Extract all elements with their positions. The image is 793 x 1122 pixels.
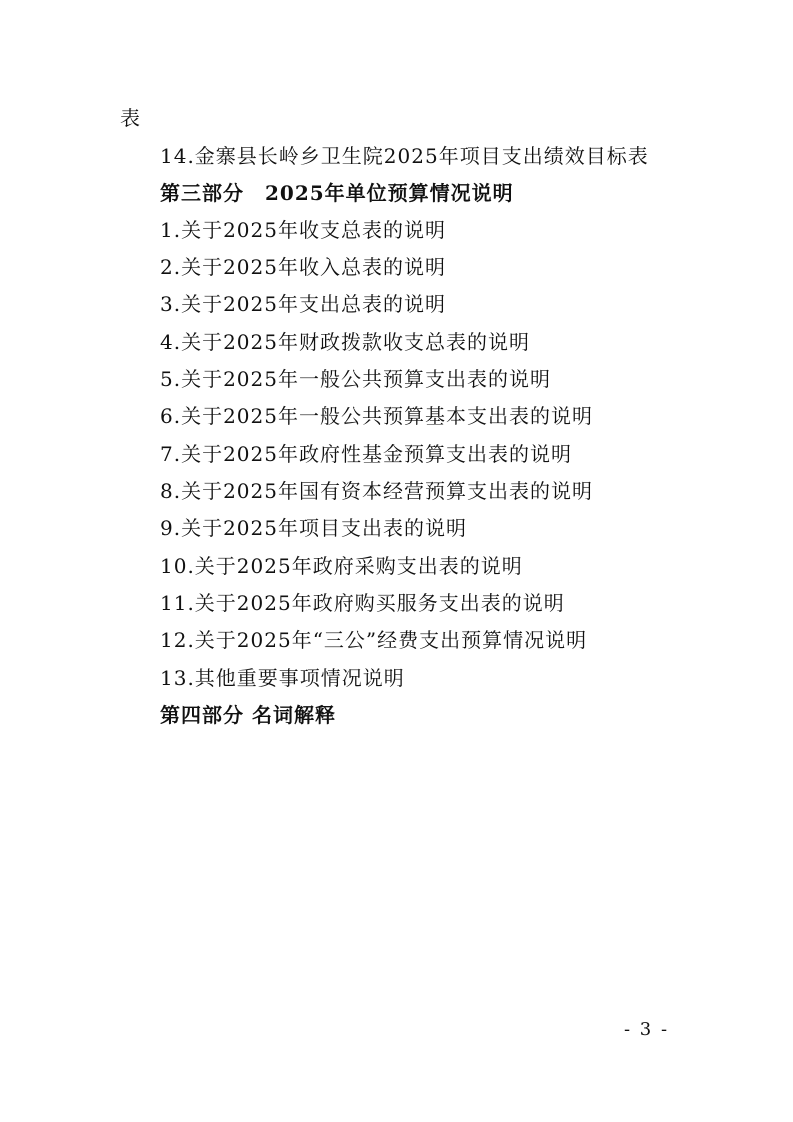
- toc-item: 7.关于2025年政府性基金预算支出表的说明: [160, 442, 572, 466]
- toc-continuation-text: 表: [120, 106, 141, 130]
- toc-item: 6.关于2025年一般公共预算基本支出表的说明: [160, 404, 593, 428]
- toc-item: 11.关于2025年政府购买服务支出表的说明: [160, 591, 565, 615]
- toc-item: 10.关于2025年政府采购支出表的说明: [160, 554, 523, 578]
- toc-item: 2.关于2025年收入总表的说明: [160, 255, 446, 279]
- toc-item-14: 14.金寨县长岭乡卫生院2025年项目支出绩效目标表: [160, 144, 649, 168]
- part3-heading: 第三部分 2025年单位预算情况说明: [160, 181, 514, 205]
- page-number: - 3 -: [624, 1019, 670, 1040]
- toc-item: 4.关于2025年财政拨款收支总表的说明: [160, 330, 530, 354]
- toc-item: 13.其他重要事项情况说明: [160, 666, 405, 690]
- toc-item: 1.关于2025年收支总表的说明: [160, 218, 446, 242]
- toc-item: 9.关于2025年项目支出表的说明: [160, 516, 467, 540]
- toc-item: 5.关于2025年一般公共预算支出表的说明: [160, 367, 551, 391]
- toc-item: 8.关于2025年国有资本经营预算支出表的说明: [160, 479, 593, 503]
- part4-heading: 第四部分 名词解释: [160, 703, 336, 727]
- toc-item: 3.关于2025年支出总表的说明: [160, 292, 446, 316]
- toc-item: 12.关于2025年“三公”经费支出预算情况说明: [160, 628, 588, 652]
